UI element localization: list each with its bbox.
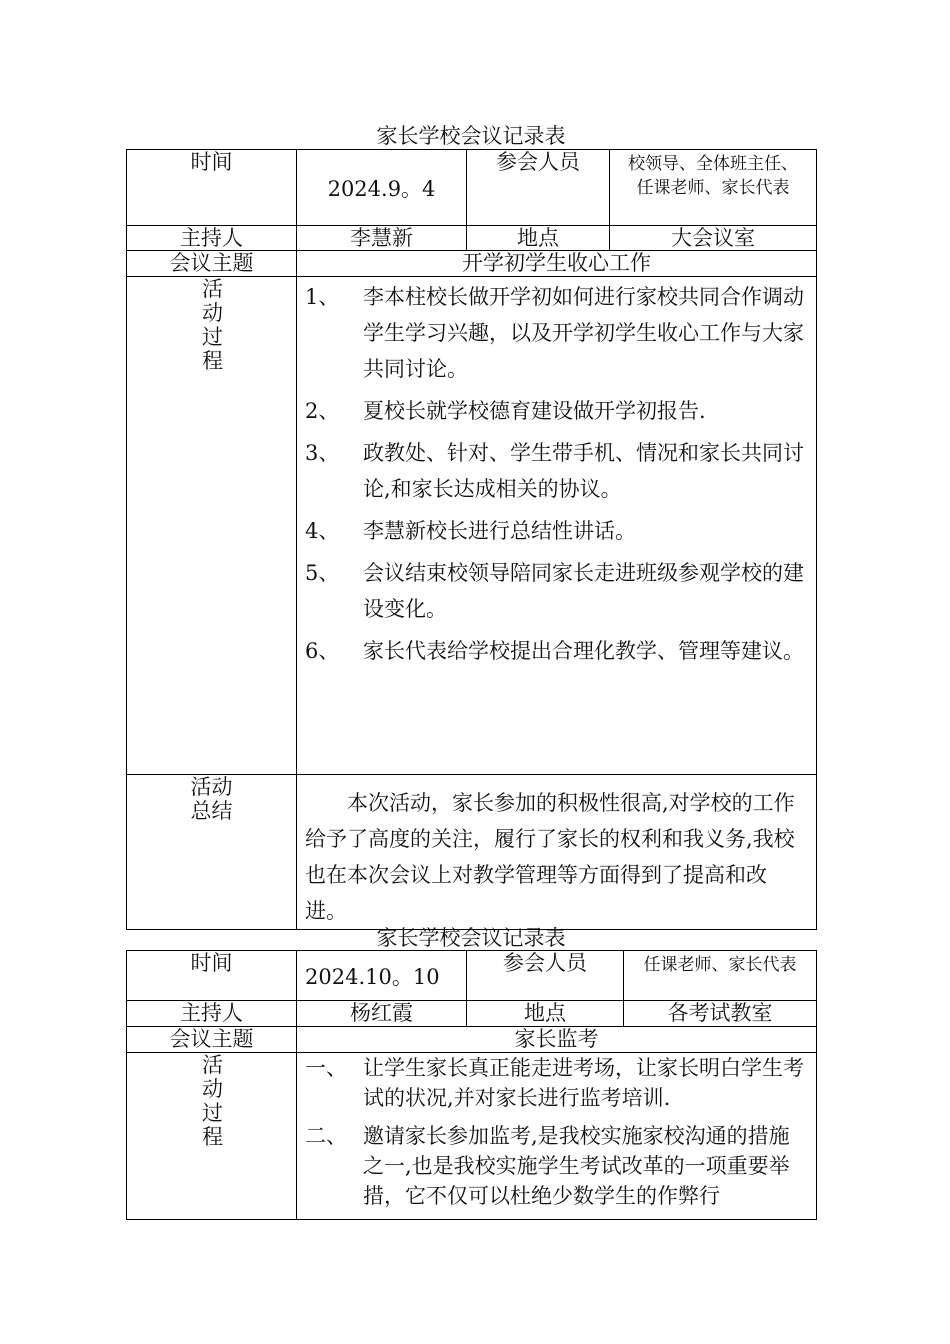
item-number: 6、	[305, 639, 340, 663]
time-value: 2024.9。4	[297, 150, 467, 226]
topic-label: 会议主题	[127, 251, 297, 277]
place-label: 地点	[467, 1001, 624, 1027]
item-text: 李本柱校长做开学初如何进行家校共同合作调动学生学习兴趣，以及开学初学生收心工作与大家共同讨论。	[363, 285, 804, 381]
item-number: 1、	[305, 285, 340, 309]
list-item	[297, 513, 816, 549]
item-text: 李慧新校长进行总结性讲话。	[363, 519, 636, 543]
time-value: 2024.10。10	[297, 951, 467, 1001]
attendees-value: 校领导、全体班主任、任课老师、家长代表	[610, 150, 817, 226]
summary-text: 本次活动，家长参加的积极性很高,对学校的工作给予了高度的关注，履行了家长的权利和我义务,我校也在本次会议上对教学管理等方面得到了提高和改进。	[297, 775, 817, 930]
list-item	[297, 633, 816, 669]
list-item	[297, 435, 816, 507]
list-item	[297, 393, 816, 429]
attendees-value: 任课老师、家长代表	[624, 951, 817, 1001]
item-number: 4、	[305, 519, 340, 543]
process-label: 活动过程	[127, 277, 297, 775]
process-label: 活动过程	[127, 1053, 297, 1220]
list-item	[297, 1053, 816, 1113]
record-title: 家长学校会议记录表	[376, 124, 566, 148]
attendees-label: 参会人员	[467, 951, 624, 1001]
item-text: 政教处、针对、学生带手机、情况和家长共同讨论,和家长达成相关的协议。	[363, 441, 804, 501]
host-label: 主持人	[127, 226, 297, 251]
item-number: 二、	[305, 1124, 347, 1148]
host-label: 主持人	[127, 1001, 297, 1027]
place-value: 各考试教室	[624, 1001, 817, 1027]
time-label: 时间	[127, 150, 297, 226]
attendees-label: 参会人员	[467, 150, 610, 226]
item-text: 让学生家长真正能走进考场，让家长明白学生考试的状况,并对家长进行监考培训.	[363, 1056, 804, 1110]
item-number: 一、	[305, 1056, 347, 1080]
place-label: 地点	[467, 226, 610, 251]
time-label: 时间	[127, 951, 297, 1001]
topic-value: 开学初学生收心工作	[297, 251, 817, 277]
list-item	[297, 279, 816, 387]
record-title: 家长学校会议记录表	[376, 926, 566, 950]
item-number: 2、	[305, 399, 340, 423]
list-item	[297, 555, 816, 627]
topic-value: 家长监考	[297, 1027, 817, 1053]
meeting-record-table	[126, 950, 817, 1220]
host-value: 杨红霞	[297, 1001, 467, 1027]
item-text: 邀请家长参加监考,是我校实施家校沟通的措施之一,也是我校实施学生考试改革的一项重要举措，它不仅可以杜绝少数学生的作弊行	[363, 1124, 790, 1208]
place-value: 大会议室	[610, 226, 817, 251]
item-text: 家长代表给学校提出合理化教学、管理等建议。	[363, 639, 804, 663]
process-content	[297, 1053, 817, 1220]
item-number: 5、	[305, 561, 340, 585]
item-text: 夏校长就学校德育建设做开学初报告.	[363, 399, 706, 423]
item-text: 会议结束校领导陪同家长走进班级参观学校的建设变化。	[363, 561, 804, 621]
host-value: 李慧新	[297, 226, 467, 251]
topic-label: 会议主题	[127, 1027, 297, 1053]
summary-label: 活动总结	[127, 775, 297, 930]
item-number: 3、	[305, 441, 340, 465]
list-item	[297, 1121, 816, 1211]
process-content	[297, 277, 817, 775]
meeting-record-table	[126, 149, 817, 930]
